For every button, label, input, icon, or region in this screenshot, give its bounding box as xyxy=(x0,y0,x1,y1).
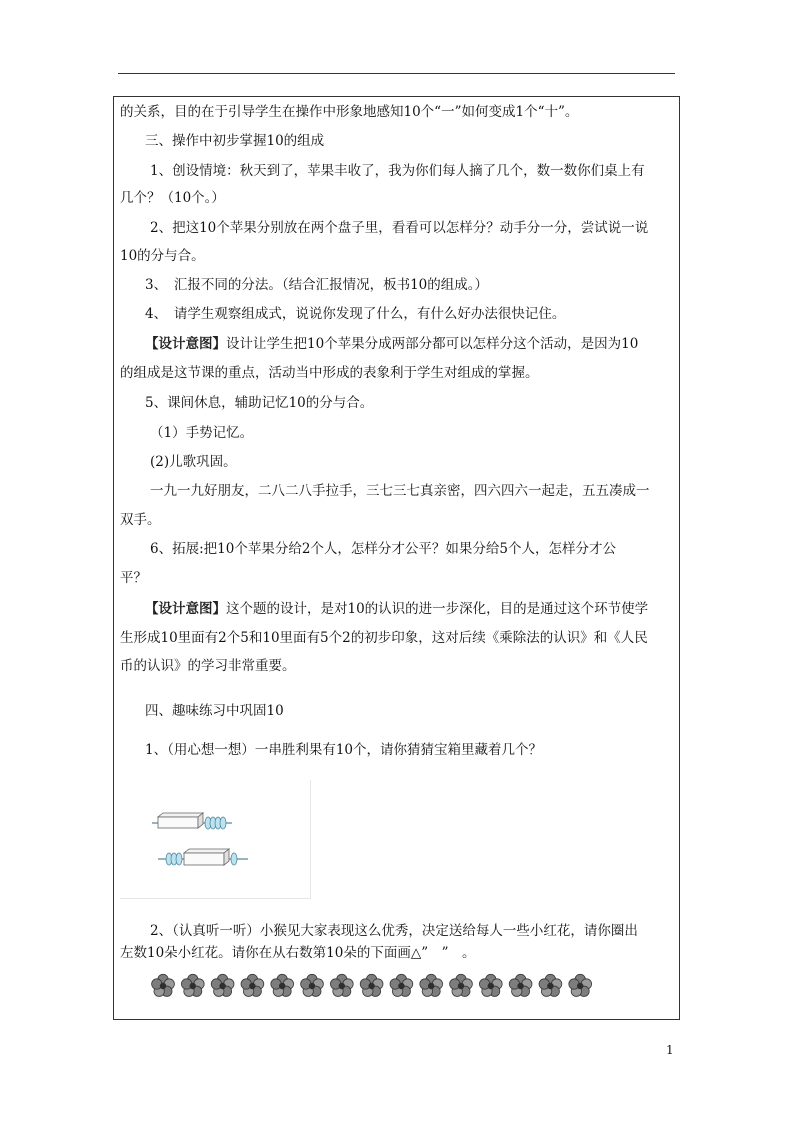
fruit-beads xyxy=(231,853,237,865)
text-line: 2、把这10个苹果分别放在两个盘子里，看看可以怎样分？动手分一分，尝试说一说 xyxy=(150,220,649,236)
text-line: 4、 请学生观察组成式，说说你发现了什么，有什么好办法很快记住。 xyxy=(145,306,566,322)
flower-icon xyxy=(360,974,383,996)
flower-row-illustration xyxy=(148,972,598,1000)
design-intent-tag: 【设计意图】 xyxy=(145,336,226,352)
section-heading: 四、趣味练习中巩固10 xyxy=(145,703,284,719)
flower-icon xyxy=(390,974,413,996)
text-line: 3、 汇报不同的分法。（结合汇报情况，板书10的组成。） xyxy=(145,277,489,293)
treasure-box-icon xyxy=(184,849,229,865)
text-line: (2)儿歌巩固。 xyxy=(150,454,237,470)
text-line: 几个？（10个。） xyxy=(120,190,225,206)
header-rule xyxy=(118,73,675,74)
text-line: 2、（认真听一听）小猴见大家表现这么优秀，决定送给每人一些小红花，请你圈出 xyxy=(150,923,638,939)
text-span: 这个题的设计，是对10的认识的进一步深化，目的是通过这个环节使学 xyxy=(226,601,649,617)
text-line: 的组成是这节课的重点，活动当中形成的表象利于学生对组成的掌握。 xyxy=(120,365,539,381)
flower-icon xyxy=(211,974,234,996)
text-line: 6、拓展:把10个苹果分给2个人，怎样分才公平？如果分给5个人，怎样分才公 xyxy=(150,541,616,557)
text-line: 左数10朵小红花。请你在从右数第10朵的下面画△” ” 。 xyxy=(120,945,476,961)
flower-icon xyxy=(450,974,473,996)
flower-icon xyxy=(271,974,294,996)
flower-row xyxy=(148,972,598,1000)
design-intent-line xyxy=(145,600,648,618)
fruit-beads xyxy=(205,817,226,829)
flower-icon xyxy=(420,974,443,996)
text-line: 5、课间休息，辅助记忆10的分与合。 xyxy=(145,395,374,411)
flower-icon xyxy=(181,974,204,996)
flower-icon xyxy=(479,974,502,996)
text-line: 平？ xyxy=(120,570,147,586)
flower-icon xyxy=(152,974,175,996)
text-line: 10的分与合。 xyxy=(120,248,205,264)
text-line: 双手。 xyxy=(120,512,161,528)
flower-icon xyxy=(509,974,532,996)
text-line: 币的认识》的学习非常重要。 xyxy=(120,658,296,674)
treasure-box-icon xyxy=(158,813,203,828)
text-line: 生形成10里面有2个5和10里面有5个2的初步印象，这对后续《乘除法的认识》和《人民 xyxy=(120,630,648,646)
flower-icon xyxy=(241,974,264,996)
design-intent-tag: 【设计意图】 xyxy=(145,601,226,617)
text-line: 1、创设情境：秋天到了，苹果丰收了，我为你们每人摘了几个，数一数你们桌上有 xyxy=(150,163,645,179)
section-heading: 三、操作中初步掌握10的组成 xyxy=(145,133,325,149)
page-number: 1 xyxy=(666,1043,674,1057)
fruit-string-figure xyxy=(120,780,311,899)
fruit-string-illustration xyxy=(120,780,310,898)
text-line: 一九一九好朋友，二八二八手拉手，三七三七真亲密，四六四六一起走，五五凑成一 xyxy=(150,483,650,499)
text-span: 设计让学生把10个苹果分成两部分都可以怎样分这个活动，是因为10 xyxy=(226,336,639,352)
design-intent-line xyxy=(145,335,638,353)
flower-icon xyxy=(330,974,353,996)
fruit-beads xyxy=(166,853,182,865)
text-line: 1、（用心想一想）一串胜利果有10个，请你猜猜宝箱里藏着几个？ xyxy=(145,742,543,758)
text-line: 的关系，目的在于引导学生在操作中形象地感知10个“一”如何变成1个“十”。 xyxy=(120,104,579,120)
flower-icon xyxy=(539,974,562,996)
text-line: （1）手势记忆。 xyxy=(150,425,254,441)
flower-icon xyxy=(301,974,324,996)
flower-icon xyxy=(569,974,592,996)
